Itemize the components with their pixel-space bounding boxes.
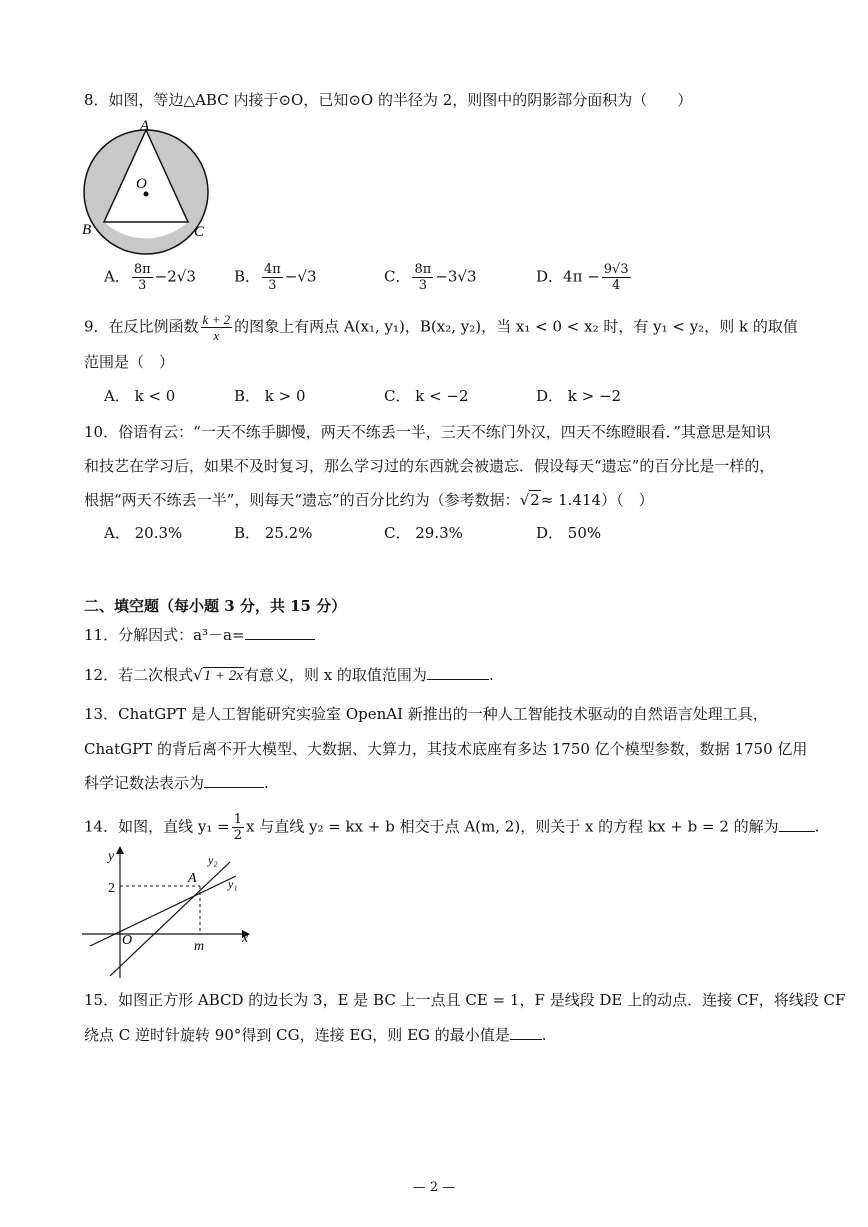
label-m: m [194, 939, 205, 954]
q8-option-d: D．4π − $\frac{9√3}{4}$ [536, 262, 629, 293]
q10-line2: 和技艺在学习后，如果不及时复习，那么学习过的东西就会被遗忘．假设每天“遗忘”的百分比是一样的， [84, 457, 775, 475]
page-number: — 2 — [412, 1180, 456, 1195]
q10-line1: 10．俗语有云：“一天不练手脚慢，两天不练丢一半，三天不练门外汉，四天不练瞪眼看．”其意思是知识 [84, 423, 771, 441]
q15-answer-blank[interactable] [510, 1025, 542, 1040]
q9-line1: 9．在反比例函数 $\frac{k + 2}{x}$ 的图象上有两点 A(x₁, y₁)，B(x₂, y₂)，当 x₁ < 0 < x₂ 时，有 y₁ < y₂，则 k 的取值 [84, 312, 798, 343]
q13-line1: 13．ChatGPT 是人工智能研究实验室 OpenAI 新推出的一种人工智能技术驱动的自然语言处理工具， [84, 705, 768, 723]
q12-answer-blank[interactable] [427, 665, 489, 680]
q10-line3: 根据“两天不练丢一半”，则每天“遗忘”的百分比约为（参考数据：√2≈ 1.414）（ ） [84, 491, 654, 509]
q13-answer-blank[interactable] [204, 773, 264, 788]
label-origin: O [122, 933, 133, 948]
label-c: C [194, 224, 205, 240]
label-x-axis: x [242, 931, 249, 946]
center-point [144, 192, 149, 197]
q8-text: 8．如图，等边△ABC 内接于⊙O，已知⊙O 的半径为 2，则图中的阴影部分面积为（ ） [84, 91, 693, 109]
q8-option-b: B． $\frac{4\pi}{3}$ −√3 [234, 262, 317, 293]
q9-option-a: A． k < 0 [104, 387, 176, 405]
section-title: 二、填空题（每小题 3 分，共 15 分） [84, 597, 347, 615]
label-a-point: A [188, 871, 197, 886]
q14-text: 14．如图，直线 y₁ = $\frac{1}{2}$ x 与直线 y₂ = kx + b 相交于点 A(m, 2)，则关于 x 的方程 kx + b = 2 的解为 . [84, 812, 820, 843]
q15-line1: 15．如图正方形 ABCD 的边长为 3，E 是 BC 上一点且 CE = 1，F 是线段 DE 上的动点．连接 CF，将线段 CF [84, 991, 846, 1009]
label-o: O [136, 176, 147, 192]
q9-option-d: D． k > −2 [536, 387, 622, 405]
q11-text: 11．分解因式：a³－a= [84, 625, 315, 645]
q9-line2: 范围是（ ） [84, 353, 175, 371]
q10-option-b: B． 25.2% [234, 524, 313, 542]
y-axis-arrow [116, 846, 124, 854]
q10-option-d: D． 50% [536, 524, 602, 542]
q14-answer-blank[interactable] [779, 817, 815, 832]
q10-option-c: C． 29.3% [384, 524, 463, 542]
q8-option-a: A． $\frac{8\pi}{3}$ −2√3 [104, 262, 196, 293]
q9-option-c: C． k < −2 [384, 387, 469, 405]
q11-answer-blank[interactable] [245, 625, 315, 640]
q13-line3: 科学记数法表示为 . [84, 774, 269, 792]
label-b: B [82, 222, 92, 238]
label-a: A [140, 118, 150, 134]
label-y1-line: y₁ [228, 877, 238, 891]
line-y2 [110, 862, 230, 976]
q10-option-a: A． 20.3% [104, 524, 183, 542]
q14-graph [80, 842, 260, 982]
q8-figure [80, 118, 220, 256]
q13-line2: ChatGPT 的背后离不开大模型、大数据、大算力，其技术底座有多达 1750 亿个模型参数，数据 1750 亿用 [84, 740, 808, 758]
q8-option-c: C． $\frac{8\pi}{3}$ −3√3 [384, 262, 477, 293]
q12-text: 12．若二次根式√1 + 2x有意义，则 x 的取值范围为 . [84, 666, 494, 684]
label-two: 2 [108, 881, 115, 896]
q9-option-b: B． k > 0 [234, 387, 306, 405]
label-y2-line: y₂ [208, 853, 218, 867]
q15-line2: 绕点 C 逆时针旋转 90°得到 CG，连接 EG，则 EG 的最小值是 . [84, 1026, 547, 1044]
label-y-axis: y [108, 849, 115, 864]
